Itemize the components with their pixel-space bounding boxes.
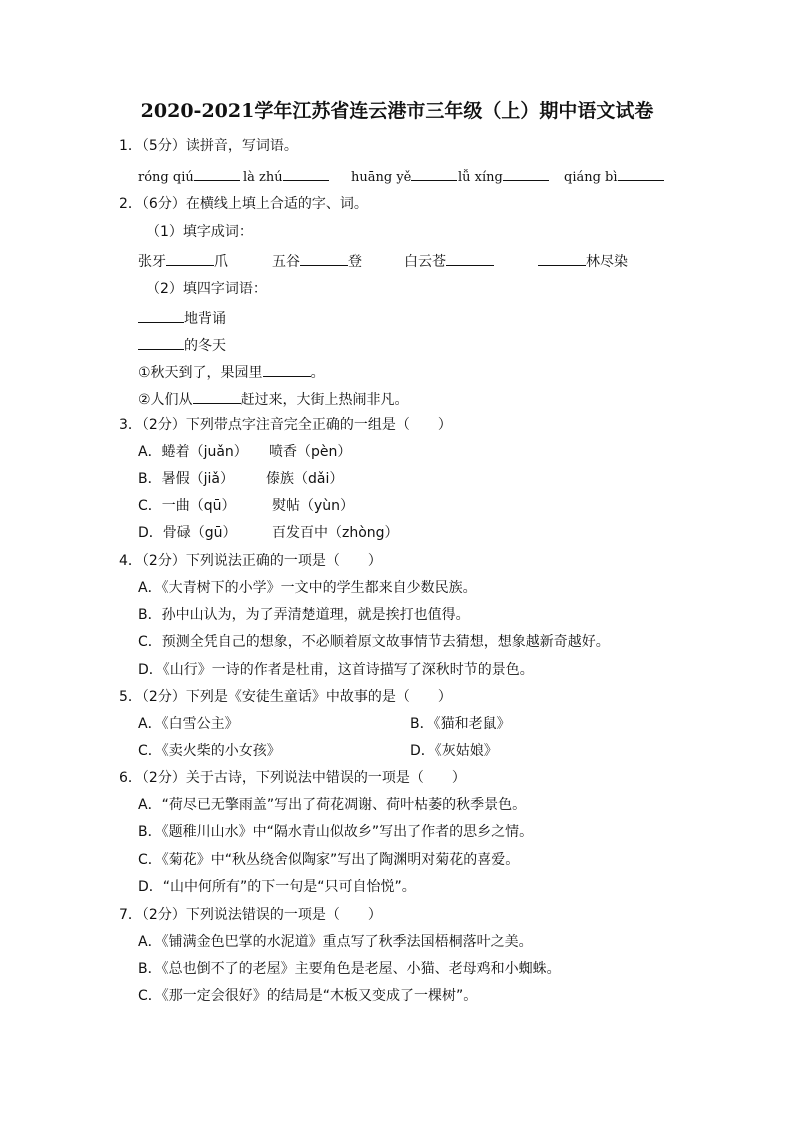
answer-blank[interactable] xyxy=(446,251,494,266)
option-item: B．《猫和老鼠》 xyxy=(410,716,511,732)
option-line: C．《那一定会很好》的结局是“木板又变成了一棵树”。 xyxy=(138,988,478,1004)
sentence-text: ②人们从 xyxy=(138,392,193,408)
option-item: D．《灰姑娘》 xyxy=(410,743,498,759)
sentence-line xyxy=(138,362,325,382)
option-a-part: C．一曲（qū） xyxy=(138,498,236,514)
option-b-part: 百发百中（zhòng） xyxy=(272,525,399,541)
option-line: A．“荷尽已无擎雨盖”写出了荷花凋谢、荷叶枯萎的秋季景色。 xyxy=(138,797,527,813)
question-7-stem: 7．（2分）下列说法错误的一项是（ ） xyxy=(119,907,382,923)
option-line: A．《大青树下的小学》一文中的学生都来自少数民族。 xyxy=(138,580,477,596)
option-b-part: 傣族（dǎi） xyxy=(266,471,344,487)
pinyin-item: qiáng bì xyxy=(564,170,618,185)
sentence-line xyxy=(138,389,409,409)
word-prefix: 五谷 xyxy=(272,254,300,270)
answer-blank[interactable] xyxy=(538,251,586,266)
idiom-line xyxy=(138,308,226,328)
answer-blank[interactable] xyxy=(283,166,329,181)
answer-blank[interactable] xyxy=(503,166,549,181)
word-suffix: 登 xyxy=(348,254,362,270)
answer-blank[interactable] xyxy=(263,362,311,377)
answer-blank[interactable] xyxy=(166,251,214,266)
answer-blank[interactable] xyxy=(138,335,184,350)
option-line: B．《题稚川山水》中“隔水青山似故乡”写出了作者的思乡之情。 xyxy=(138,824,534,840)
answer-blank[interactable] xyxy=(300,251,348,266)
option-line: D．《山行》一诗的作者是杜甫，这首诗描写了深秋时节的景色。 xyxy=(138,662,534,678)
option-a-part: B．暑假（jiǎ） xyxy=(138,471,234,487)
option-item: A．《白雪公主》 xyxy=(138,716,239,732)
option-a-part: D．骨碌（gū） xyxy=(138,525,237,541)
pinyin-item: huāng yě xyxy=(351,170,412,185)
sentence-text: 赶过来，大街上热闹非凡。 xyxy=(240,392,409,408)
idiom-suffix: 的冬天 xyxy=(184,338,226,354)
option-line: D．“山中何所有”的下一句是“只可自怡悦”。 xyxy=(138,879,416,895)
question-3-stem: 3．（2分）下列带点字注音完全正确的一组是（ ） xyxy=(119,417,452,433)
question-2-stem: 2．（6分）在横线上填上合适的字、词。 xyxy=(119,196,368,212)
part-2-label: （2）填四字词语： xyxy=(146,281,267,297)
option-item: C．《卖火柴的小女孩》 xyxy=(138,743,281,759)
answer-blank[interactable] xyxy=(618,166,664,181)
question-6-stem: 6．（2分）关于古诗，下列说法中错误的一项是（ ） xyxy=(119,770,466,786)
option-line: A．《铺满金色巴掌的水泥道》重点写了秋季法国梧桐落叶之美。 xyxy=(138,934,533,950)
page-title: 2020-2021学年江苏省连云港市三年级（上）期中语文试卷 xyxy=(140,100,654,122)
option-line: B．孙中山认为，为了弄清楚道理，就是挨打也值得。 xyxy=(138,607,470,623)
answer-blank[interactable] xyxy=(411,166,457,181)
pinyin-item: róng qiú xyxy=(138,170,194,185)
option-b-part: 熨帖（yùn） xyxy=(272,498,355,514)
word-prefix: 张牙 xyxy=(138,254,166,270)
option-line: B．《总也倒不了的老屋》主要角色是老屋、小猫、老母鸡和小蜘蛛。 xyxy=(138,961,561,977)
word-prefix: 白云苍 xyxy=(404,254,446,270)
question-5-stem: 5．（2分）下列是《安徒生童话》中故事的是（ ） xyxy=(119,689,452,705)
sentence-text: 。 xyxy=(310,365,325,381)
answer-blank[interactable] xyxy=(138,308,184,323)
option-a-part: A．蜷着（juǎn） xyxy=(138,444,248,460)
pinyin-item: là zhú xyxy=(243,170,283,185)
answer-blank[interactable] xyxy=(194,166,240,181)
word-suffix: 林尽染 xyxy=(586,254,628,270)
idiom-line xyxy=(138,335,226,355)
option-line: C．《菊花》中“秋丛绕舍似陶家”写出了陶渊明对菊花的喜爱。 xyxy=(138,852,520,868)
option-line: C．预测全凭自己的想象，不必顺着原文故事情节去猜想，想象越新奇越好。 xyxy=(138,634,610,650)
part-1-label: （1）填字成词： xyxy=(146,224,253,240)
answer-blank[interactable] xyxy=(193,389,241,404)
sentence-text: ①秋天到了，果园里 xyxy=(138,365,263,381)
question-1-stem: 1．（5分）读拼音，写词语。 xyxy=(119,138,298,154)
option-b-part: 喷香（pèn） xyxy=(269,444,352,460)
pinyin-item: lǚ xíng xyxy=(458,170,503,185)
word-suffix: 爪 xyxy=(214,254,228,270)
idiom-suffix: 地背诵 xyxy=(184,311,226,327)
question-4-stem: 4．（2分）下列说法正确的一项是（ ） xyxy=(119,553,382,569)
